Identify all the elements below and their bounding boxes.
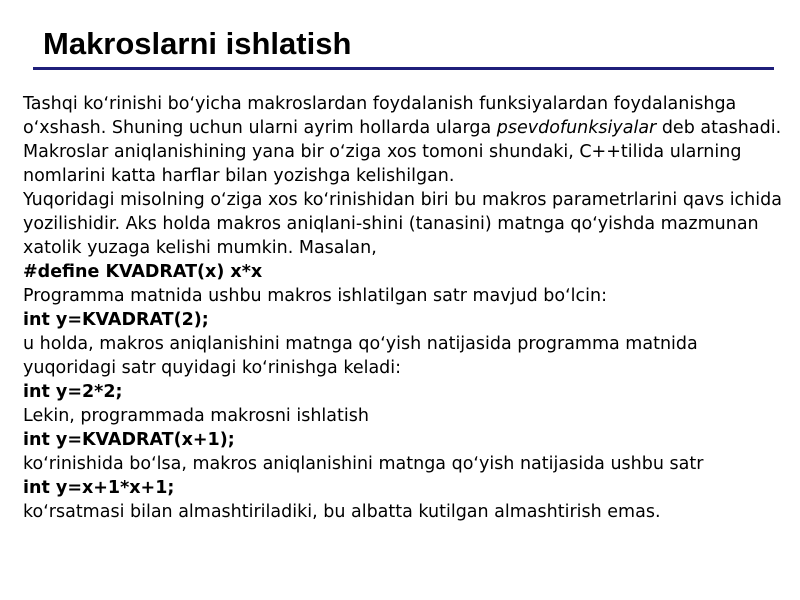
code-macro-call: int y=KVADRAT(2);: [23, 310, 209, 330]
paragraph-parentheses: Yuqoridagi misolning oʻziga xos koʻrinishidan biri bu makros parametrlarini qavs ichida yozilishidir. Aks holda makros aniqlani-shini (tanasini) matnga qoʻyishda mazmunan xatolik yuzaga kelishi mumkin. Masalan,: [23, 190, 782, 258]
paragraph-if-so: koʻrinishida boʻlsa, makros aniqlanishini matnga qoʻyish natijasida ushbu satr: [23, 454, 704, 474]
title-underline: [33, 67, 774, 70]
paragraph-however: Lekin, programmada makrosni ishlatish: [23, 406, 369, 426]
code-define-macro: #define KVADRAT(x) x*x: [23, 262, 263, 282]
paragraph-intro-text-1: Tashqi koʻrinishi boʻyicha makroslardan foydalanish funksiyalardan foydalanishga oʻxshash. Shuning uchun ularni ayrim hollarda ularga: [23, 94, 737, 138]
paragraph-conclusion: koʻrsatmasi bilan almashtiriladiki, bu albatta kutilgan almashtirish emas.: [23, 502, 661, 522]
paragraph-intro-italic: psevdofunksiyalar: [496, 118, 657, 138]
paragraph-usage: Programma matnida ushbu makros ishlatilgan satr mavjud boʻlcin:: [23, 286, 607, 306]
slide-body: [23, 92, 783, 524]
code-expanded-sum: int y=x+1*x+1;: [23, 478, 175, 498]
code-expanded: int y=2*2;: [23, 382, 123, 402]
code-macro-call-sum: int y=KVADRAT(x+1);: [23, 430, 235, 450]
paragraph-intro-text-2: deb atashadi. Makroslar aniqlanishining yana bir oʻziga xos tomoni shundaki, C++tilida ularning nomlarini katta harflar bilan yozishga kelishilgan.: [23, 118, 782, 186]
slide-title: Makroslarni ishlatish: [43, 26, 352, 61]
paragraph-expansion: u holda, makros aniqlanishini matnga qoʻyish natijasida programma matnida yuqoridagi satr quyidagi koʻrinishga keladi:: [23, 334, 698, 378]
paragraph-intro: [23, 92, 783, 188]
